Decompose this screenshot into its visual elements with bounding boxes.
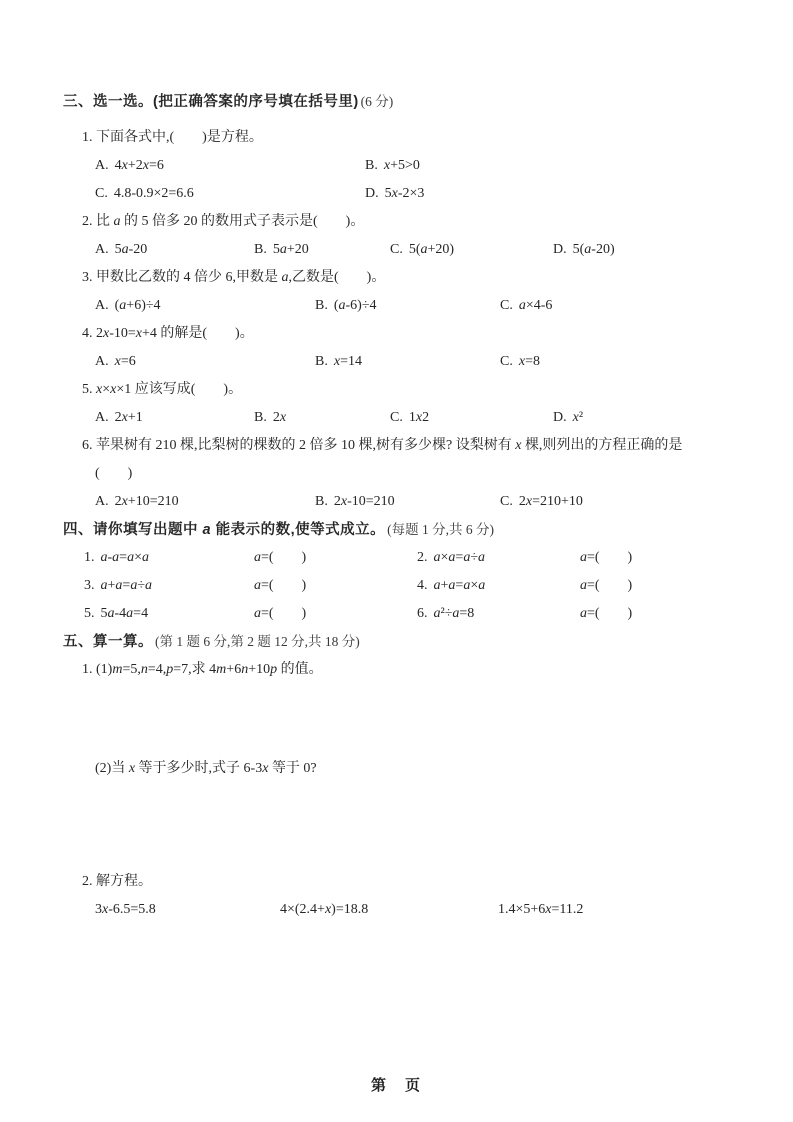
option-b: B. 2x	[254, 410, 287, 425]
section-three-title: 三、选一选。	[63, 94, 153, 110]
question-3-options-row	[63, 292, 755, 320]
answer-blank: a=( )	[254, 606, 307, 621]
fill-in-item: 3. a+a=a÷a	[84, 578, 152, 593]
work-space	[63, 783, 755, 868]
option-b: B. x+5>0	[365, 158, 420, 173]
option-c: C. 1x2	[390, 410, 430, 425]
answer-blank: a=( )	[254, 578, 307, 593]
calc-question-1-part-2: (2)当 x 等于多少时,式子 6-3x 等于 0?	[95, 761, 317, 776]
question-3-stem: 3. 甲数比乙数的 4 倍少 6,甲数是 a,乙数是( )。	[82, 270, 386, 285]
question-6-stem: 6. 苹果树有 210 棵,比梨树的棵数的 2 倍多 10 棵,树有多少棵? 设梨树有 x 棵,则列出的方程正确的是	[82, 438, 683, 453]
fill-in-item: 1. a-a=a×a	[84, 550, 149, 565]
answer-blank: a=( )	[580, 550, 633, 565]
option-d: D. x²	[553, 410, 584, 425]
option-b: B. 5a+20	[254, 242, 309, 257]
option-c: C. 5(a+20)	[390, 242, 455, 257]
option-c: C. 4.8-0.9×2=6.6	[95, 186, 194, 201]
option-a: A. (a+6)÷4	[95, 298, 161, 313]
worksheet-content	[63, 88, 755, 924]
option-b: B. x=14	[315, 354, 362, 369]
section-five-heading	[63, 628, 755, 656]
question-1-options-row-2	[63, 180, 755, 208]
calc-question-2-label: 2. 解方程。	[82, 874, 152, 889]
question-6-options-row	[63, 488, 755, 516]
question-4-options-row	[63, 348, 755, 376]
fill-in-row-2	[63, 572, 755, 600]
option-a: A. x=6	[95, 354, 136, 369]
option-a: A. 2x+10=210	[95, 494, 179, 509]
fill-in-row-3	[63, 600, 755, 628]
fill-in-item: 4. a+a=a×a	[417, 578, 486, 593]
fill-in-row-1	[63, 544, 755, 572]
section-three-note: (把正确答案的序号填在括号里)	[153, 94, 359, 110]
fill-in-item: 5. 5a-4a=4	[84, 606, 149, 621]
equation-3: 1.4×5+6x=11.2	[498, 902, 584, 917]
question-6-answer-blank: ( )	[95, 466, 133, 481]
section-four-title: 四、请你填写出题中 a 能表示的数,使等式成立。	[63, 522, 386, 538]
section-four-heading	[63, 516, 755, 544]
question-5-options-row	[63, 404, 755, 432]
option-c: C. x=8	[500, 354, 540, 369]
answer-blank: a=( )	[254, 550, 307, 565]
answer-blank: a=( )	[580, 606, 633, 621]
calc-question-1-part-1: 1. (1)m=5,n=4,p=7,求 4m+6n+10p 的值。	[82, 662, 323, 677]
equation-2: 4×(2.4+x)=18.8	[280, 902, 369, 917]
option-c: C. 2x=210+10	[500, 494, 583, 509]
option-d: D. 5x-2×3	[365, 186, 425, 201]
question-2-stem: 2. 比 a 的 5 倍多 20 的数用式子表示是( )。	[82, 214, 365, 229]
question-1-stem: 1. 下面各式中,( )是方程。	[82, 130, 263, 145]
question-2-options-row	[63, 236, 755, 264]
section-five-title: 五、算一算。	[63, 634, 153, 650]
fill-in-item: 2. a×a=a÷a	[417, 550, 485, 565]
section-four-score: (每题 1 分,共 6 分)	[387, 522, 495, 537]
question-5-stem: 5. x×x×1 应该写成( )。	[82, 382, 243, 397]
option-a: A. 2x+1	[95, 410, 143, 425]
solve-equations-row	[63, 896, 755, 924]
option-b: B. 2x-10=210	[315, 494, 395, 509]
question-4-stem: 4. 2x-10=x+4 的解是( )。	[82, 326, 254, 341]
page-footer: 第 页	[370, 1077, 422, 1094]
question-1-options-row-1	[63, 152, 755, 180]
option-a: A. 4x+2x=6	[95, 158, 164, 173]
section-three-heading	[63, 88, 755, 116]
option-b: B. (a-6)÷4	[315, 298, 377, 313]
option-c: C. a×4-6	[500, 298, 553, 313]
work-space	[63, 684, 755, 755]
option-a: A. 5a-20	[95, 242, 148, 257]
section-three-score: (6 分)	[360, 94, 394, 109]
answer-blank: a=( )	[580, 578, 633, 593]
option-d: D. 5(a-20)	[553, 242, 615, 257]
section-five-score: (第 1 题 6 分,第 2 题 12 分,共 18 分)	[155, 634, 360, 649]
equation-1: 3x-6.5=5.8	[95, 902, 156, 917]
fill-in-item: 6. a²÷a=8	[417, 606, 475, 621]
